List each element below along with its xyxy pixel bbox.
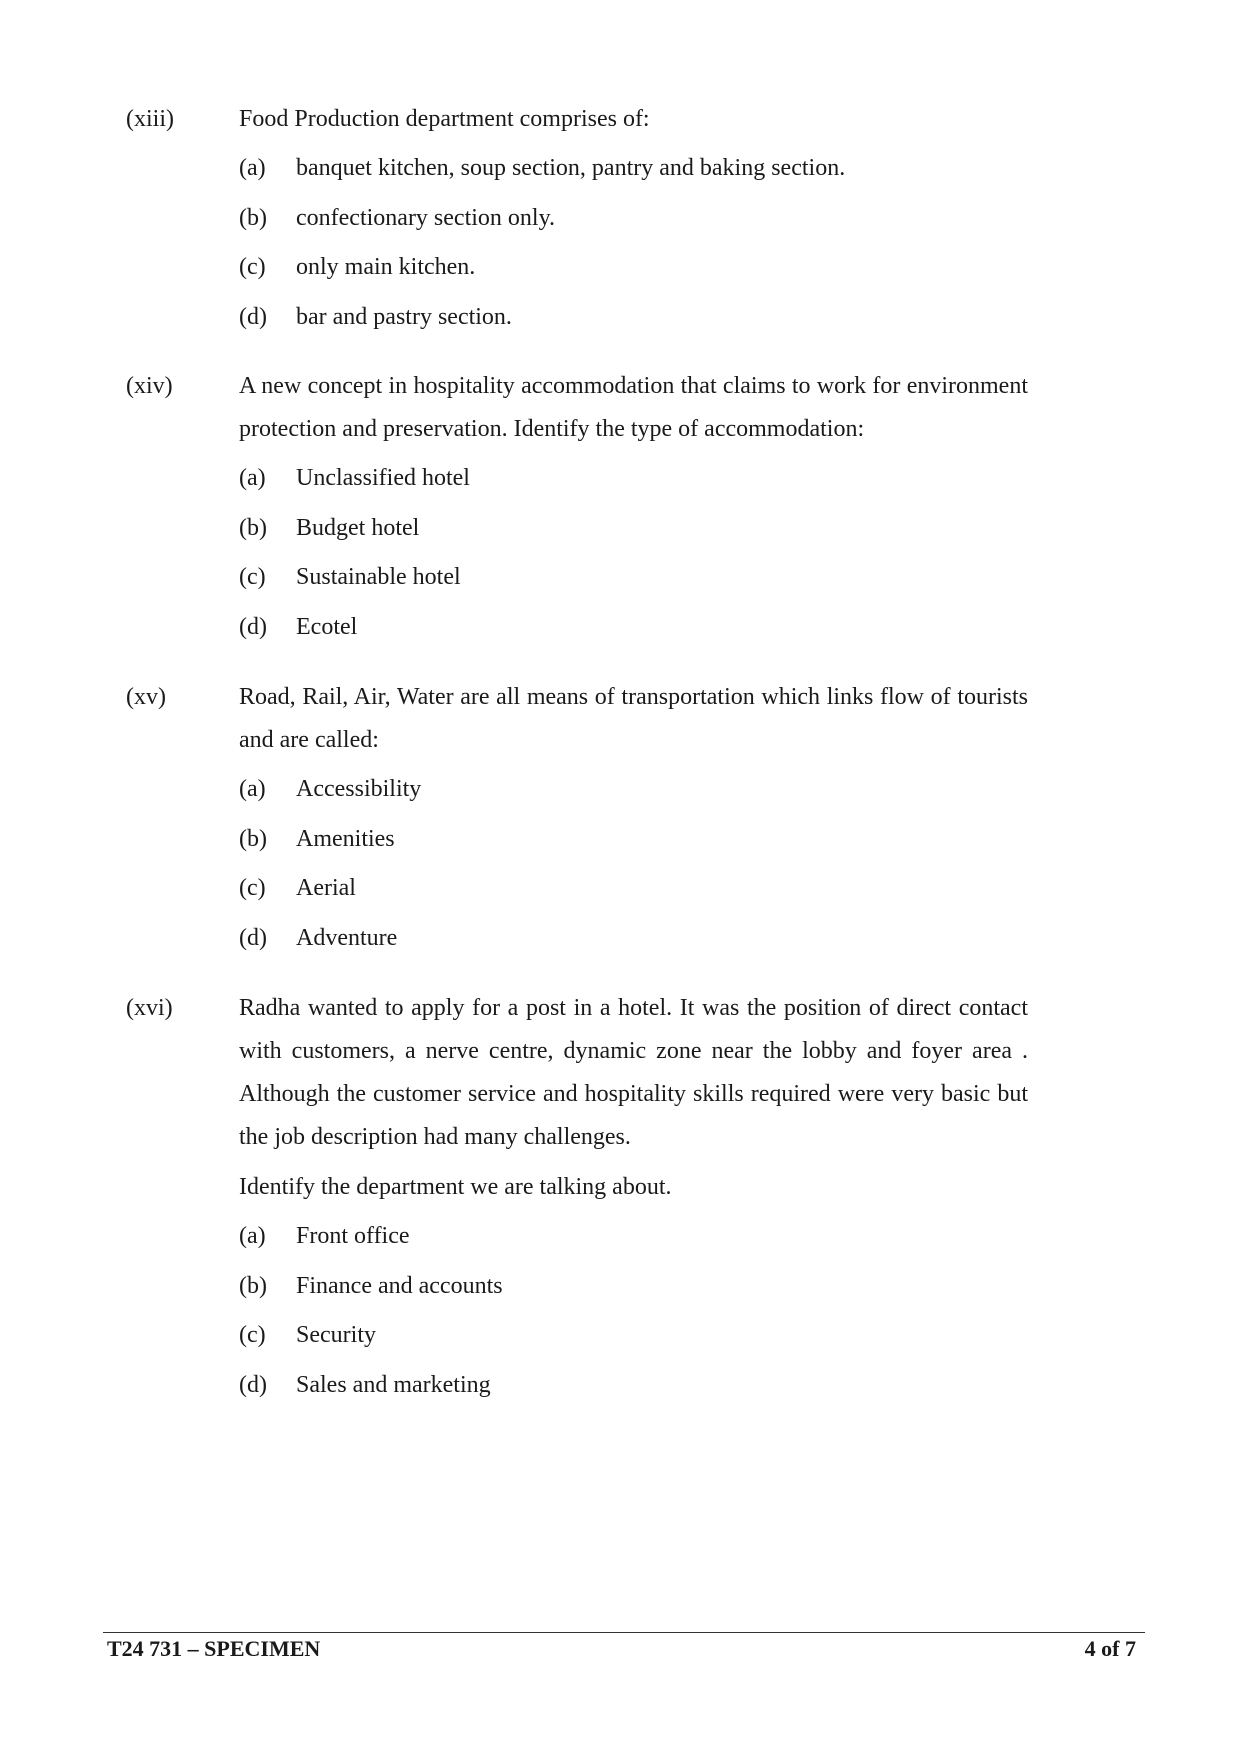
option-b: [239, 197, 1028, 247]
option-c: [239, 867, 1028, 917]
option-label: (a): [239, 776, 266, 802]
option-c: [239, 246, 1028, 296]
option-list: [239, 1215, 1028, 1413]
page-number: 4 of 7: [1084, 1636, 1136, 1661]
option-a: [239, 457, 1028, 507]
option-label: (b): [239, 204, 267, 231]
option-c: [239, 556, 1028, 606]
option-text: banquet kitchen, soup section, pantry and baking section.: [296, 155, 846, 181]
option-a: [239, 768, 1028, 818]
question-body: [239, 365, 1028, 655]
question-stem: Food Production department comprises of:: [239, 106, 650, 132]
option-b: [239, 1265, 1028, 1315]
option-text: only main kitchen.: [296, 254, 476, 280]
question-body: [239, 676, 1028, 966]
option-label: (b): [239, 514, 267, 541]
option-text: Finance and accounts: [296, 1272, 503, 1299]
option-text: Adventure: [296, 924, 398, 951]
question-body: [239, 98, 1028, 345]
option-label: (d): [239, 303, 267, 330]
option-label: (c): [239, 1322, 266, 1348]
question-body: [239, 987, 1028, 1413]
option-text: Aerial: [296, 875, 356, 901]
footer-divider: [103, 1632, 1145, 1633]
option-label: (b): [239, 1272, 267, 1299]
question-instruction: Identify the department we are talking about.: [239, 1174, 672, 1200]
question-number: (xiv): [126, 373, 173, 399]
option-b: [239, 818, 1028, 868]
option-b: [239, 507, 1028, 557]
option-text: Unclassified hotel: [296, 465, 470, 491]
option-text: Sales and marketing: [296, 1371, 491, 1398]
option-label: (c): [239, 875, 266, 901]
option-list: [239, 147, 1028, 345]
option-label: (d): [239, 1371, 267, 1398]
option-text: bar and pastry section.: [296, 303, 512, 330]
question-stem: A new concept in hospitality accommodation that claims to work for environment protection and preservation. Identify the type of accommodation:: [239, 373, 1028, 442]
option-text: Budget hotel: [296, 514, 420, 541]
option-d: [239, 296, 1028, 346]
question-number: (xv): [126, 684, 166, 710]
question-number: (xvi): [126, 995, 173, 1021]
option-label: (b): [239, 825, 267, 852]
question-stem: Road, Rail, Air, Water are all means of transportation which links flow of tourists and are called:: [239, 684, 1028, 753]
option-label: (c): [239, 564, 266, 590]
question-number: (xiii): [126, 106, 174, 132]
option-text: Ecotel: [296, 613, 358, 640]
question-stem: Radha wanted to apply for a post in a hotel. It was the position of direct contact with customers, a nerve centre, dynamic zone near the lobby and foyer area . Although the customer service and hospitality skills required were very basic but the job description had many challenges.: [239, 995, 1028, 1150]
option-text: Front office: [296, 1223, 410, 1249]
option-text: Security: [296, 1322, 376, 1348]
option-text: Accessibility: [296, 776, 422, 802]
option-label: (a): [239, 155, 266, 181]
option-a: [239, 147, 1028, 197]
option-label: (d): [239, 613, 267, 640]
paper-code: T24 731 – SPECIMEN: [107, 1636, 321, 1661]
option-c: [239, 1314, 1028, 1364]
option-list: [239, 768, 1028, 966]
option-text: Sustainable hotel: [296, 564, 461, 590]
option-label: (a): [239, 1223, 266, 1249]
option-d: [239, 917, 1028, 967]
option-d: [239, 606, 1028, 656]
option-label: (c): [239, 254, 266, 280]
option-label: (d): [239, 924, 267, 951]
option-a: [239, 1215, 1028, 1265]
option-d: [239, 1364, 1028, 1414]
option-text: Amenities: [296, 825, 395, 852]
option-list: [239, 457, 1028, 655]
option-text: confectionary section only.: [296, 204, 556, 231]
option-label: (a): [239, 465, 266, 491]
